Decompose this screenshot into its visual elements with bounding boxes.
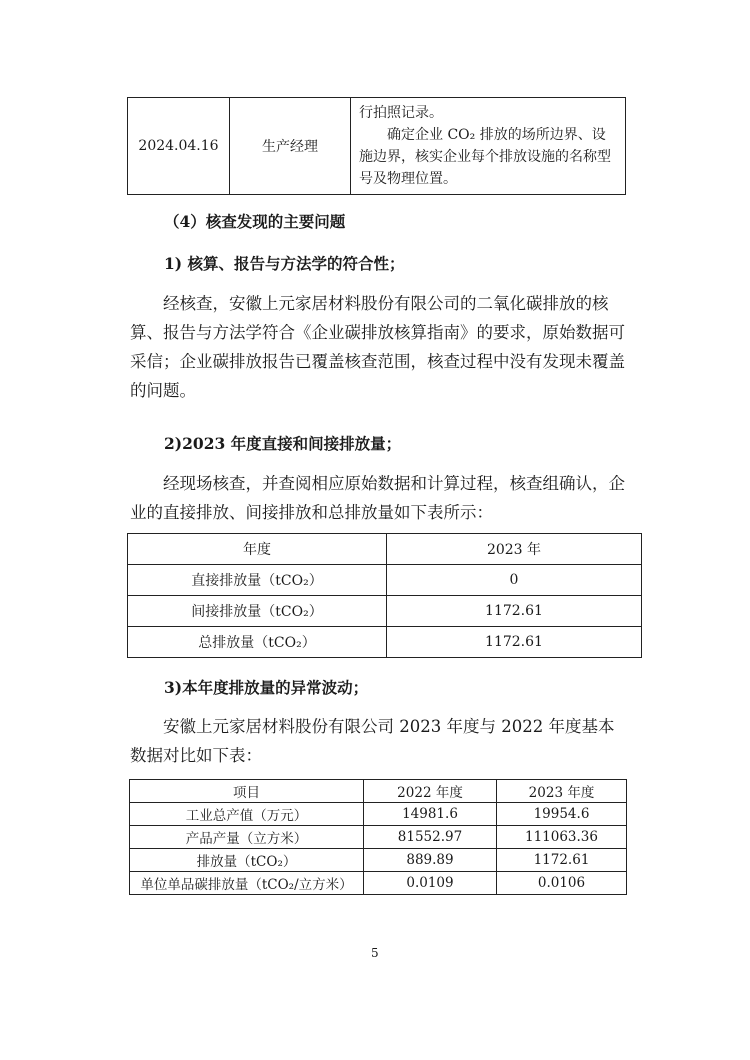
subsection-1-body <box>130 289 630 405</box>
table-cell: 产品产量（立方米） <box>130 826 364 849</box>
table-cell: 81552.97 <box>364 826 497 849</box>
table-cell: 单位单品碳排放量（tCO₂/立方米） <box>130 872 364 895</box>
record-description <box>351 98 626 195</box>
table-cell: 工业总产值（万元） <box>130 803 364 826</box>
table-cell: 直接排放量（tCO₂） <box>128 565 387 596</box>
emissions-table <box>127 533 642 658</box>
record-line-2: 确定企业 CO₂ 排放的场所边界、设施边界，核实企业每个排放设施的名称型号及物理位置。 <box>359 127 611 187</box>
table-row <box>128 596 642 627</box>
subsection-1-title: 1) 核算、报告与方法学的符合性； <box>164 254 405 273</box>
header-cell: 2022 年度 <box>364 780 497 803</box>
table-row <box>128 627 642 658</box>
table-cell: 1172.61 <box>387 596 642 627</box>
subsection-2-body <box>130 469 630 527</box>
record-line-1: 行拍照记录。 <box>359 105 443 121</box>
table-row <box>128 98 626 195</box>
subsection-1-text: 经核查，安徽上元家居材料股份有限公司的二氧化碳排放的核算、报告与方法学符合《企业碳排放核算指南》的要求，原始数据可采信；企业碳排放报告已覆盖核查范围，核查过程中没有发现未覆盖的问题。 <box>130 294 625 400</box>
comparison-table <box>129 779 627 895</box>
section-4-title: （4）核查发现的主要问题 <box>164 212 346 231</box>
header-cell: 项目 <box>130 780 364 803</box>
table-row <box>130 849 627 872</box>
table-cell: 111063.36 <box>497 826 627 849</box>
header-cell: 2023 年度 <box>497 780 627 803</box>
table-cell: 14981.6 <box>364 803 497 826</box>
table-cell: 总排放量（tCO₂） <box>128 627 387 658</box>
table-row <box>130 826 627 849</box>
table-row <box>130 803 627 826</box>
table-header-row <box>128 534 642 565</box>
table-cell: 0.0109 <box>364 872 497 895</box>
table-cell: 1172.61 <box>387 627 642 658</box>
page-number: 5 <box>371 946 379 960</box>
header-cell: 年度 <box>128 534 387 565</box>
table-cell: 0 <box>387 565 642 596</box>
subsection-3-body <box>130 712 630 770</box>
table-row <box>128 565 642 596</box>
verification-record-table <box>127 97 626 195</box>
table-cell: 889.89 <box>364 849 497 872</box>
subsection-3-text: 安徽上元家居材料股份有限公司 2023 年度与 2022 年度基本数据对比如下表： <box>130 717 615 765</box>
table-header-row <box>130 780 627 803</box>
subsection-2-text: 经现场核查，并查阅相应原始数据和计算过程，核查组确认，企业的直接排放、间接排放和总排放量如下表所示： <box>130 474 625 522</box>
record-role: 生产经理 <box>230 98 351 195</box>
table-cell: 1172.61 <box>497 849 627 872</box>
table-cell: 间接排放量（tCO₂） <box>128 596 387 627</box>
table-row <box>130 872 627 895</box>
table-cell: 0.0106 <box>497 872 627 895</box>
table-cell: 19954.6 <box>497 803 627 826</box>
subsection-2-title: 2)2023 年度直接和间接排放量； <box>164 434 402 453</box>
subsection-3-title: 3)本年度排放量的异常波动； <box>164 678 369 697</box>
record-date: 2024.04.16 <box>128 98 230 195</box>
table-cell: 排放量（tCO₂） <box>130 849 364 872</box>
header-cell: 2023 年 <box>387 534 642 565</box>
